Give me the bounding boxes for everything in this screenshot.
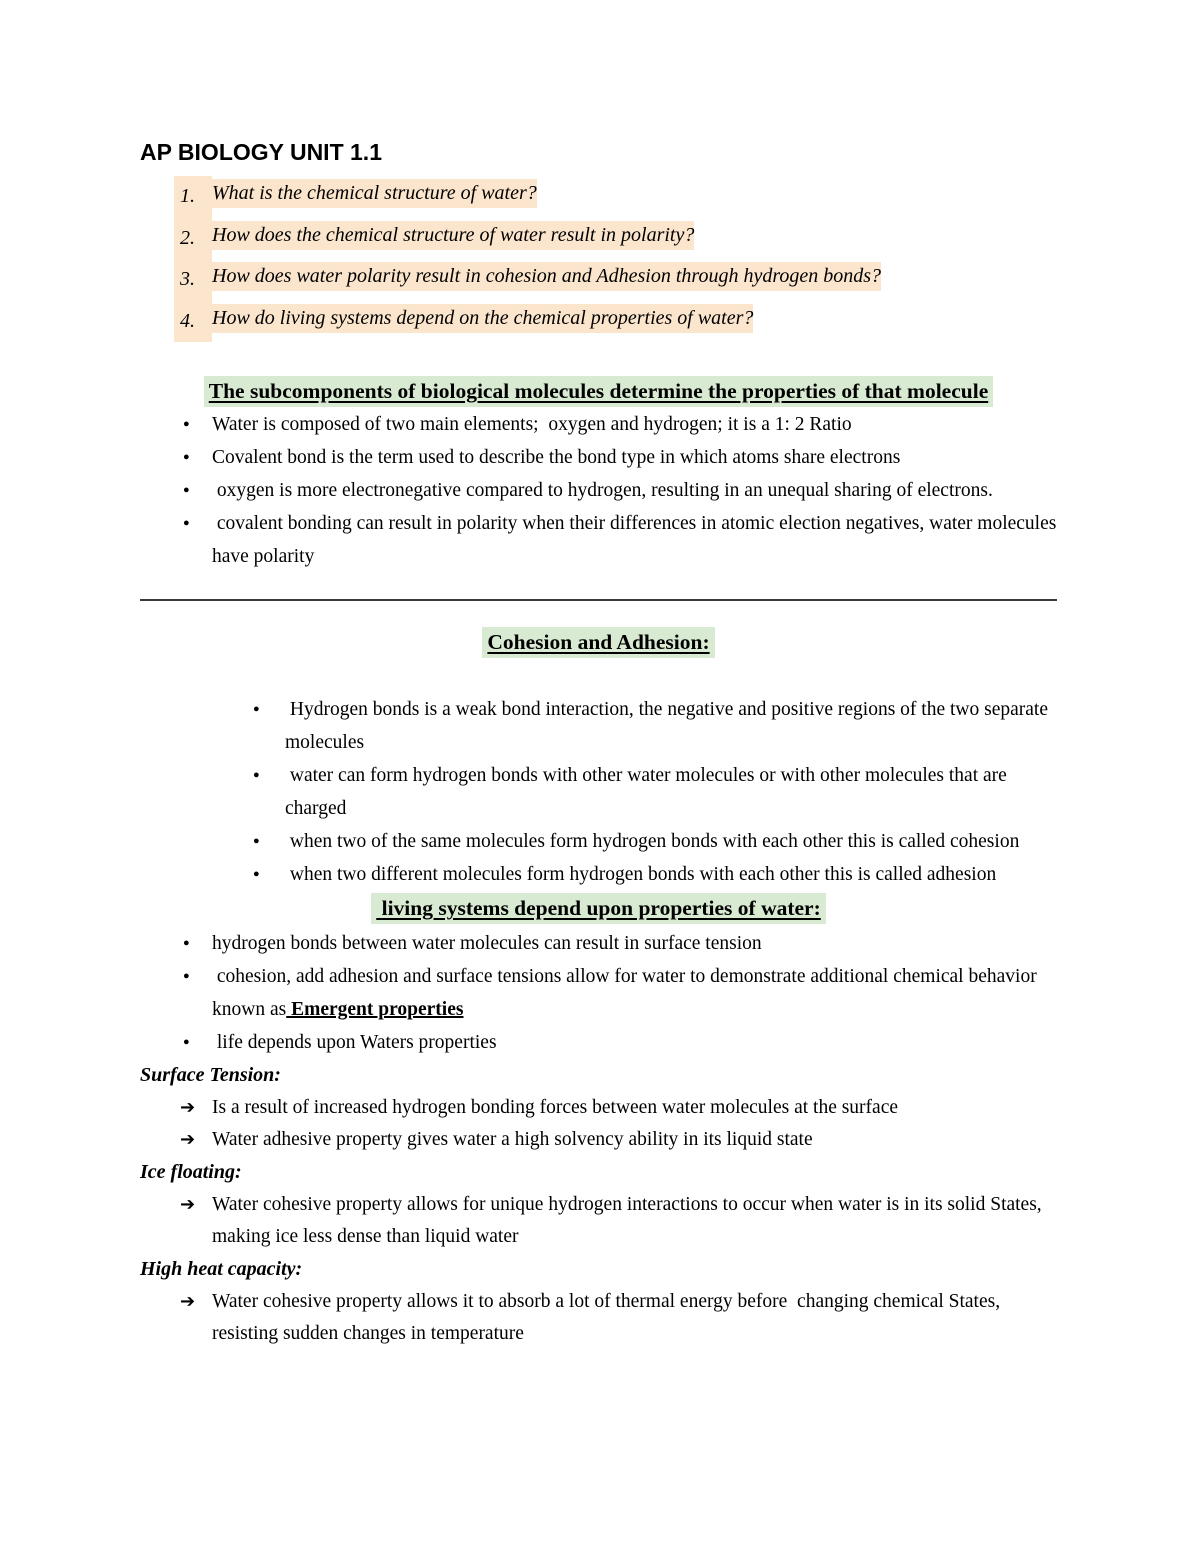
- bullet-icon: ●: [253, 769, 260, 781]
- bullet-item: ● Hydrogen bonds is a weak bond interaction, the negative and positive regions of the two separate molecules: [140, 693, 1057, 759]
- arrow-list-ice-floating: [140, 1189, 1057, 1253]
- arrow-item: ➔ Water cohesive property allows for unique hydrogen interactions to occur when water is in its solid States, making ice less dense than liquid water: [140, 1189, 1057, 1253]
- property-label-ice-floating: Ice floating:: [140, 1161, 242, 1183]
- bullet-list-cohesion: [140, 693, 1057, 891]
- arrow-item: ➔ Water adhesive property gives water a high solvency ability in its liquid state: [140, 1124, 1057, 1156]
- bullet-icon: ●: [183, 484, 190, 496]
- arrow-icon: ➔: [180, 1291, 196, 1312]
- section-heading-subcomponents: The subcomponents of biological molecules determine the properties of that molecule: [140, 374, 1057, 408]
- property-label-surface-tension: Surface Tension:: [140, 1064, 281, 1086]
- arrow-icon: ➔: [180, 1097, 196, 1118]
- spacer: [140, 342, 1057, 374]
- bullet-item: ● oxygen is more electronegative compared to hydrogen, resulting in an unequal sharing of electrons.: [140, 474, 1057, 507]
- bullet-item: ● covalent bonding can result in polarity when their differences in atomic election negatives, water molecules have polarity: [140, 507, 1057, 573]
- bullet-item: ● when two of the same molecules form hydrogen bonds with each other this is called cohesion: [140, 825, 1057, 858]
- question-item: [140, 301, 1057, 343]
- question-text: How do living systems depend on the chemical properties of water?: [212, 301, 1057, 343]
- question-text: What is the chemical structure of water?: [212, 176, 1057, 218]
- question-item: [140, 259, 1057, 301]
- emergent-properties-emphasis: Emergent properties: [286, 999, 464, 1020]
- question-text: How does the chemical structure of water result in polarity?: [212, 218, 1057, 260]
- arrow-icon: ➔: [180, 1129, 196, 1150]
- question-number: 1.: [140, 176, 212, 218]
- bullet-icon: ●: [183, 937, 190, 949]
- arrow-item: ➔ Water cohesive property allows it to absorb a lot of thermal energy before changing chemical States, resisting sudden changes in temperature: [140, 1286, 1057, 1350]
- question-list: [140, 176, 1057, 342]
- bullet-icon: ●: [253, 703, 260, 715]
- bullet-item: ● Water is composed of two main elements; oxygen and hydrogen; it is a 1: 2 Ratio: [140, 408, 1057, 441]
- spacer: [140, 601, 1057, 625]
- section-heading-cohesion: Cohesion and Adhesion:: [140, 625, 1057, 659]
- bullet-list-subcomponents: [140, 408, 1062, 573]
- question-item: [140, 176, 1057, 218]
- bullet-item: ● cohesion, add adhesion and surface tensions allow for water to demonstrate additional chemical behavior known as Emergent properties: [140, 960, 1057, 1026]
- question-item: [140, 218, 1057, 260]
- property-label-high-heat-capacity: High heat capacity:: [140, 1258, 303, 1280]
- arrow-icon: ➔: [180, 1194, 196, 1215]
- section-heading-living: living systems depend upon properties of water:: [140, 891, 1057, 925]
- bullet-icon: ●: [183, 418, 190, 430]
- bullet-item: ● water can form hydrogen bonds with other water molecules or with other molecules that are charged: [140, 759, 1057, 825]
- question-number: 2.: [140, 218, 212, 260]
- bullet-list-living: [140, 927, 1057, 1059]
- bullet-icon: ●: [183, 451, 190, 463]
- arrow-list-surface-tension: [140, 1092, 1057, 1156]
- bullet-item: ● life depends upon Waters properties: [140, 1026, 1057, 1059]
- bullet-icon: ●: [183, 1036, 190, 1048]
- question-number: 3.: [140, 259, 212, 301]
- arrow-item: ➔ Is a result of increased hydrogen bonding forces between water molecules at the surface: [140, 1092, 1057, 1124]
- question-number: 4.: [140, 301, 212, 343]
- arrow-list-high-heat-capacity: [140, 1286, 1057, 1350]
- bullet-icon: ●: [253, 868, 260, 880]
- page-title: AP BIOLOGY UNIT 1.1: [140, 139, 382, 165]
- question-text: How does water polarity result in cohesion and Adhesion through hydrogen bonds?: [212, 259, 1057, 301]
- bullet-icon: ●: [183, 517, 190, 529]
- bullet-icon: ●: [253, 835, 260, 847]
- spacer: [140, 659, 1057, 693]
- bullet-item: ● hydrogen bonds between water molecules can result in surface tension: [140, 927, 1057, 960]
- bullet-item: ● when two different molecules form hydrogen bonds with each other this is called adhesion: [140, 858, 1057, 891]
- bullet-item: ● Covalent bond is the term used to describe the bond type in which atoms share electrons: [140, 441, 1057, 474]
- bullet-icon: ●: [183, 970, 190, 982]
